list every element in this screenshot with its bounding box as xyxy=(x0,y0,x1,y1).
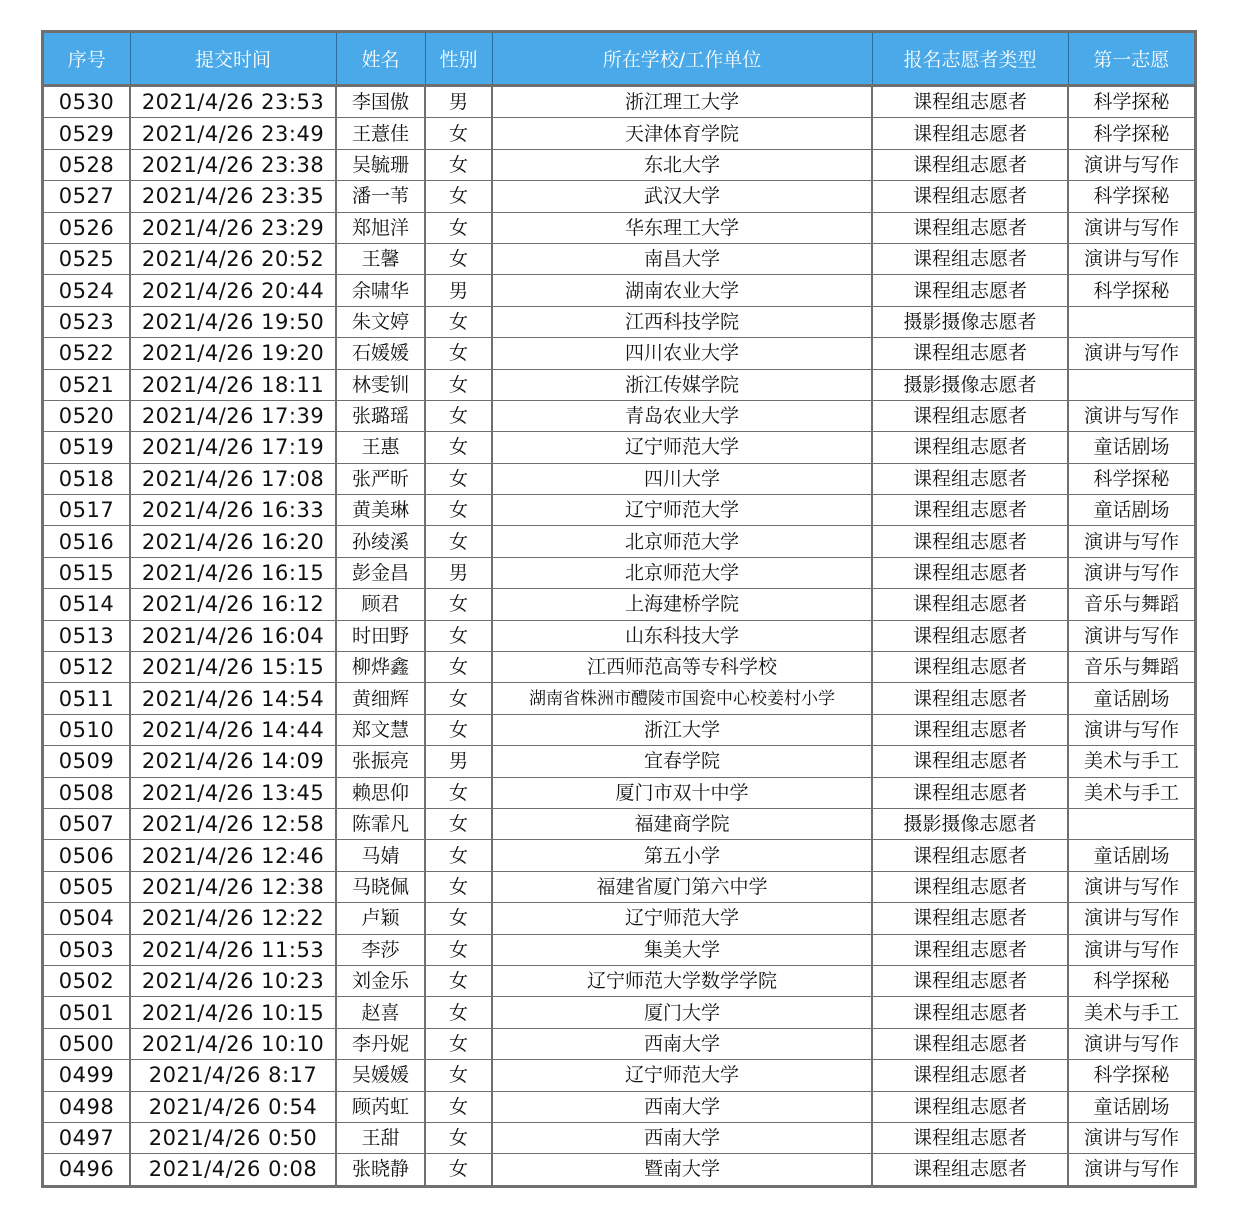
first-choice-cell: 演讲与写作 xyxy=(1068,557,1194,588)
serial-cell: 0523 xyxy=(44,306,130,337)
gender-cell: 女 xyxy=(425,997,492,1028)
submit-time-cell: 2021/4/26 19:50 xyxy=(130,306,336,337)
name-cell: 林雯钏 xyxy=(336,369,425,400)
school-cell: 第五小学 xyxy=(492,840,872,871)
name-cell: 马晓佩 xyxy=(336,871,425,902)
first-choice-cell: 演讲与写作 xyxy=(1068,903,1194,934)
school-cell: 四川大学 xyxy=(492,463,872,494)
first-choice-cell: 科学探秘 xyxy=(1068,463,1194,494)
serial-cell: 0510 xyxy=(44,714,130,745)
school-cell: 西南大学 xyxy=(492,1028,872,1059)
serial-cell: 0525 xyxy=(44,243,130,274)
name-cell: 赖思仰 xyxy=(336,777,425,808)
table-row xyxy=(44,400,1194,431)
name-cell: 刘金乐 xyxy=(336,965,425,996)
school-cell: 天津体育学院 xyxy=(492,118,872,149)
volunteer-type-cell: 课程组志愿者 xyxy=(872,495,1068,526)
submit-time-cell: 2021/4/26 20:44 xyxy=(130,275,336,306)
school-cell: 江西科技学院 xyxy=(492,306,872,337)
first-choice-cell: 演讲与写作 xyxy=(1068,620,1194,651)
serial-cell: 0516 xyxy=(44,526,130,557)
table-row xyxy=(44,714,1194,745)
school-cell: 南昌大学 xyxy=(492,243,872,274)
gender-cell: 女 xyxy=(425,620,492,651)
submit-time-cell: 2021/4/26 13:45 xyxy=(130,777,336,808)
volunteer-type-cell: 课程组志愿者 xyxy=(872,871,1068,902)
submit-time-cell: 2021/4/26 20:52 xyxy=(130,243,336,274)
submit-time-cell: 2021/4/26 23:29 xyxy=(130,212,336,243)
serial-cell: 0517 xyxy=(44,495,130,526)
gender-cell: 女 xyxy=(425,338,492,369)
name-cell: 吴媛媛 xyxy=(336,1060,425,1091)
header-first-choice: 第一志愿 xyxy=(1068,33,1194,86)
school-cell: 湖南农业大学 xyxy=(492,275,872,306)
serial-cell: 0522 xyxy=(44,338,130,369)
table-row xyxy=(44,338,1194,369)
serial-cell: 0515 xyxy=(44,557,130,588)
table-row xyxy=(44,1122,1194,1153)
serial-cell: 0504 xyxy=(44,903,130,934)
submit-time-cell: 2021/4/26 10:10 xyxy=(130,1028,336,1059)
submit-time-cell: 2021/4/26 14:54 xyxy=(130,683,336,714)
serial-cell: 0526 xyxy=(44,212,130,243)
table-row xyxy=(44,432,1194,463)
submit-time-cell: 2021/4/26 17:39 xyxy=(130,400,336,431)
gender-cell: 女 xyxy=(425,1154,492,1185)
header-submit-time: 提交时间 xyxy=(130,33,336,86)
volunteer-type-cell: 课程组志愿者 xyxy=(872,934,1068,965)
submit-time-cell: 2021/4/26 23:35 xyxy=(130,181,336,212)
serial-cell: 0520 xyxy=(44,400,130,431)
volunteer-type-cell: 课程组志愿者 xyxy=(872,243,1068,274)
gender-cell: 女 xyxy=(425,871,492,902)
submit-time-cell: 2021/4/26 16:33 xyxy=(130,495,336,526)
school-cell: 西南大学 xyxy=(492,1091,872,1122)
table-row xyxy=(44,965,1194,996)
name-cell: 王惠 xyxy=(336,432,425,463)
gender-cell: 女 xyxy=(425,965,492,996)
gender-cell: 男 xyxy=(425,275,492,306)
serial-cell: 0501 xyxy=(44,997,130,1028)
school-cell: 北京师范大学 xyxy=(492,557,872,588)
school-cell: 辽宁师范大学 xyxy=(492,495,872,526)
submit-time-cell: 2021/4/26 17:08 xyxy=(130,463,336,494)
name-cell: 彭金昌 xyxy=(336,557,425,588)
gender-cell: 女 xyxy=(425,683,492,714)
school-cell: 东北大学 xyxy=(492,149,872,180)
first-choice-cell: 演讲与写作 xyxy=(1068,526,1194,557)
first-choice-cell: 演讲与写作 xyxy=(1068,934,1194,965)
submit-time-cell: 2021/4/26 16:04 xyxy=(130,620,336,651)
table-row xyxy=(44,683,1194,714)
name-cell: 石媛媛 xyxy=(336,338,425,369)
submit-time-cell: 2021/4/26 16:12 xyxy=(130,589,336,620)
submit-time-cell: 2021/4/26 23:38 xyxy=(130,149,336,180)
gender-cell: 女 xyxy=(425,589,492,620)
serial-cell: 0528 xyxy=(44,149,130,180)
first-choice-cell: 美术与手工 xyxy=(1068,746,1194,777)
submit-time-cell: 2021/4/26 14:44 xyxy=(130,714,336,745)
header-volunteer-type: 报名志愿者类型 xyxy=(872,33,1068,86)
volunteer-type-cell: 课程组志愿者 xyxy=(872,965,1068,996)
table-row xyxy=(44,746,1194,777)
school-cell: 青岛农业大学 xyxy=(492,400,872,431)
table-row xyxy=(44,589,1194,620)
name-cell: 李国傲 xyxy=(336,86,425,118)
school-cell: 上海建桥学院 xyxy=(492,589,872,620)
table-row xyxy=(44,840,1194,871)
table-row xyxy=(44,149,1194,180)
volunteer-type-cell: 课程组志愿者 xyxy=(872,1028,1068,1059)
gender-cell: 男 xyxy=(425,86,492,118)
gender-cell: 女 xyxy=(425,903,492,934)
first-choice-cell: 科学探秘 xyxy=(1068,181,1194,212)
first-choice-cell: 美术与手工 xyxy=(1068,997,1194,1028)
serial-cell: 0509 xyxy=(44,746,130,777)
first-choice-cell: 童话剧场 xyxy=(1068,432,1194,463)
school-cell: 北京师范大学 xyxy=(492,526,872,557)
school-cell: 山东科技大学 xyxy=(492,620,872,651)
gender-cell: 女 xyxy=(425,212,492,243)
volunteer-type-cell: 课程组志愿者 xyxy=(872,526,1068,557)
first-choice-cell: 演讲与写作 xyxy=(1068,338,1194,369)
school-cell: 厦门市双十中学 xyxy=(492,777,872,808)
name-cell: 张严昕 xyxy=(336,463,425,494)
volunteer-type-cell: 课程组志愿者 xyxy=(872,1122,1068,1153)
first-choice-cell: 演讲与写作 xyxy=(1068,871,1194,902)
serial-cell: 0503 xyxy=(44,934,130,965)
volunteer-registration-table xyxy=(41,30,1197,1188)
table-row xyxy=(44,212,1194,243)
table-row xyxy=(44,1091,1194,1122)
gender-cell: 女 xyxy=(425,1028,492,1059)
first-choice-cell: 音乐与舞蹈 xyxy=(1068,589,1194,620)
submit-time-cell: 2021/4/26 18:11 xyxy=(130,369,336,400)
serial-cell: 0513 xyxy=(44,620,130,651)
name-cell: 张振亮 xyxy=(336,746,425,777)
school-cell: 福建商学院 xyxy=(492,808,872,839)
gender-cell: 女 xyxy=(425,1060,492,1091)
table-row xyxy=(44,557,1194,588)
volunteer-type-cell: 课程组志愿者 xyxy=(872,338,1068,369)
table-row xyxy=(44,808,1194,839)
submit-time-cell: 2021/4/26 0:50 xyxy=(130,1122,336,1153)
volunteer-type-cell: 课程组志愿者 xyxy=(872,903,1068,934)
first-choice-cell: 音乐与舞蹈 xyxy=(1068,652,1194,683)
school-cell: 四川农业大学 xyxy=(492,338,872,369)
name-cell: 黄美琳 xyxy=(336,495,425,526)
header-school: 所在学校/工作单位 xyxy=(492,33,872,86)
first-choice-cell: 美术与手工 xyxy=(1068,777,1194,808)
serial-cell: 0508 xyxy=(44,777,130,808)
first-choice-cell: 童话剧场 xyxy=(1068,495,1194,526)
table-row xyxy=(44,903,1194,934)
school-cell: 厦门大学 xyxy=(492,997,872,1028)
header-name: 姓名 xyxy=(336,33,425,86)
school-cell: 江西师范高等专科学校 xyxy=(492,652,872,683)
school-cell: 辽宁师范大学 xyxy=(492,903,872,934)
school-cell: 福建省厦门第六中学 xyxy=(492,871,872,902)
gender-cell: 女 xyxy=(425,808,492,839)
name-cell: 卢颖 xyxy=(336,903,425,934)
gender-cell: 女 xyxy=(425,840,492,871)
serial-cell: 0507 xyxy=(44,808,130,839)
serial-cell: 0529 xyxy=(44,118,130,149)
name-cell: 王薏佳 xyxy=(336,118,425,149)
gender-cell: 男 xyxy=(425,557,492,588)
first-choice-cell: 演讲与写作 xyxy=(1068,1122,1194,1153)
submit-time-cell: 2021/4/26 12:38 xyxy=(130,871,336,902)
serial-cell: 0506 xyxy=(44,840,130,871)
submit-time-cell: 2021/4/26 23:53 xyxy=(130,86,336,118)
header-gender: 性别 xyxy=(425,33,492,86)
submit-time-cell: 2021/4/26 0:08 xyxy=(130,1154,336,1185)
serial-cell: 0499 xyxy=(44,1060,130,1091)
table-row xyxy=(44,1060,1194,1091)
school-cell: 暨南大学 xyxy=(492,1154,872,1185)
name-cell: 顾芮虹 xyxy=(336,1091,425,1122)
volunteer-type-cell: 课程组志愿者 xyxy=(872,746,1068,777)
table-row xyxy=(44,620,1194,651)
volunteer-type-cell: 摄影摄像志愿者 xyxy=(872,369,1068,400)
table-row xyxy=(44,86,1194,118)
name-cell: 孙绫溪 xyxy=(336,526,425,557)
name-cell: 余啸华 xyxy=(336,275,425,306)
header-row xyxy=(44,33,1194,86)
school-cell: 浙江理工大学 xyxy=(492,86,872,118)
submit-time-cell: 2021/4/26 0:54 xyxy=(130,1091,336,1122)
school-cell: 西南大学 xyxy=(492,1122,872,1153)
gender-cell: 女 xyxy=(425,369,492,400)
serial-cell: 0496 xyxy=(44,1154,130,1185)
submit-time-cell: 2021/4/26 12:46 xyxy=(130,840,336,871)
name-cell: 郑旭洋 xyxy=(336,212,425,243)
serial-cell: 0497 xyxy=(44,1122,130,1153)
school-cell: 辽宁师范大学 xyxy=(492,1060,872,1091)
school-cell: 集美大学 xyxy=(492,934,872,965)
submit-time-cell: 2021/4/26 12:22 xyxy=(130,903,336,934)
first-choice-cell: 演讲与写作 xyxy=(1083,1158,1179,1181)
name-cell: 朱文婷 xyxy=(336,306,425,337)
serial-cell: 0519 xyxy=(44,432,130,463)
serial-cell: 0498 xyxy=(44,1091,130,1122)
first-choice-cell: 童话剧场 xyxy=(1068,1091,1194,1122)
serial-cell: 0514 xyxy=(44,589,130,620)
gender-cell: 女 xyxy=(425,243,492,274)
submit-time-cell: 2021/4/26 10:15 xyxy=(130,997,336,1028)
name-cell: 郑文慧 xyxy=(336,714,425,745)
volunteer-type-cell: 课程组志愿者 xyxy=(872,400,1068,431)
first-choice-cell xyxy=(1068,808,1194,839)
volunteer-type-cell: 课程组志愿者 xyxy=(872,620,1068,651)
gender-cell: 女 xyxy=(425,714,492,745)
gender-cell: 女 xyxy=(425,118,492,149)
serial-cell: 0500 xyxy=(44,1028,130,1059)
volunteer-type-cell: 课程组志愿者 xyxy=(872,212,1068,243)
first-choice-cell xyxy=(1068,306,1194,337)
volunteer-type-cell: 课程组志愿者 xyxy=(872,777,1068,808)
first-choice-cell: 童话剧场 xyxy=(1068,683,1194,714)
first-choice-cell: 演讲与写作 xyxy=(1068,400,1194,431)
table-row xyxy=(44,652,1194,683)
gender-cell: 女 xyxy=(425,777,492,808)
serial-cell: 0511 xyxy=(44,683,130,714)
submit-time-cell: 2021/4/26 16:20 xyxy=(130,526,336,557)
gender-cell: 女 xyxy=(425,526,492,557)
volunteer-type-cell: 课程组志愿者 xyxy=(872,1091,1068,1122)
first-choice-cell: 童话剧场 xyxy=(1068,840,1194,871)
table-row xyxy=(44,118,1194,149)
first-choice-cell xyxy=(1068,369,1194,400)
volunteer-type-cell: 课程组志愿者 xyxy=(872,714,1068,745)
gender-cell: 男 xyxy=(425,746,492,777)
serial-cell: 0518 xyxy=(44,463,130,494)
gender-cell: 女 xyxy=(425,432,492,463)
school-cell: 辽宁师范大学 xyxy=(492,432,872,463)
name-cell: 李丹妮 xyxy=(336,1028,425,1059)
first-choice-cell: 科学探秘 xyxy=(1068,86,1194,118)
header-serial: 序号 xyxy=(44,33,130,86)
school-cell: 浙江传媒学院 xyxy=(492,369,872,400)
table-row xyxy=(44,526,1194,557)
name-cell: 柳烨鑫 xyxy=(336,652,425,683)
volunteer-type-cell: 课程组志愿者 xyxy=(872,652,1068,683)
name-cell: 李莎 xyxy=(336,934,425,965)
name-cell: 陈霏凡 xyxy=(336,808,425,839)
school-cell: 武汉大学 xyxy=(492,181,872,212)
gender-cell: 女 xyxy=(425,495,492,526)
submit-time-cell: 2021/4/26 10:23 xyxy=(130,965,336,996)
table-row xyxy=(44,997,1194,1028)
volunteer-type-cell: 课程组志愿者 xyxy=(872,149,1068,180)
volunteer-type-cell: 课程组志愿者 xyxy=(872,840,1068,871)
table-row xyxy=(44,1028,1194,1059)
volunteer-type-cell: 课程组志愿者 xyxy=(872,181,1068,212)
school-cell: 辽宁师范大学数学学院 xyxy=(492,965,872,996)
submit-time-cell: 2021/4/26 17:19 xyxy=(130,432,336,463)
name-cell: 王甜 xyxy=(336,1122,425,1153)
gender-cell: 女 xyxy=(425,149,492,180)
first-choice-cell: 科学探秘 xyxy=(1068,965,1194,996)
gender-cell: 女 xyxy=(425,306,492,337)
first-choice-cell: 科学探秘 xyxy=(1068,1060,1194,1091)
data-table xyxy=(44,33,1194,1185)
gender-cell: 女 xyxy=(425,934,492,965)
name-cell: 张晓静 xyxy=(336,1154,425,1185)
table-body xyxy=(44,86,1194,1185)
table-row xyxy=(44,243,1194,274)
first-choice-cell: 演讲与写作 xyxy=(1068,714,1194,745)
submit-time-cell: 2021/4/26 14:09 xyxy=(130,746,336,777)
submit-time-cell: 2021/4/26 23:49 xyxy=(130,118,336,149)
serial-cell: 0521 xyxy=(44,369,130,400)
gender-cell: 女 xyxy=(425,463,492,494)
gender-cell: 女 xyxy=(425,400,492,431)
volunteer-type-cell: 课程组志愿者 xyxy=(872,1060,1068,1091)
table-header xyxy=(44,33,1194,86)
table-row xyxy=(44,777,1194,808)
volunteer-type-cell: 课程组志愿者 xyxy=(872,557,1068,588)
volunteer-type-cell: 课程组志愿者 xyxy=(872,432,1068,463)
name-cell: 马婧 xyxy=(336,840,425,871)
table-row xyxy=(44,1154,1194,1185)
gender-cell: 女 xyxy=(425,652,492,683)
table-row xyxy=(44,495,1194,526)
volunteer-type-cell: 课程组志愿者 xyxy=(872,997,1068,1028)
gender-cell: 女 xyxy=(425,181,492,212)
name-cell: 张璐瑶 xyxy=(336,400,425,431)
volunteer-type-cell: 摄影摄像志愿者 xyxy=(872,306,1068,337)
name-cell: 潘一苇 xyxy=(336,181,425,212)
gender-cell: 女 xyxy=(425,1091,492,1122)
first-choice-cell: 科学探秘 xyxy=(1068,275,1194,306)
first-choice-cell: 演讲与写作 xyxy=(1068,243,1194,274)
school-cell: 浙江大学 xyxy=(492,714,872,745)
name-cell: 黄细辉 xyxy=(336,683,425,714)
submit-time-cell: 2021/4/26 8:17 xyxy=(130,1060,336,1091)
first-choice-cell: 科学探秘 xyxy=(1068,118,1194,149)
serial-cell: 0527 xyxy=(44,181,130,212)
name-cell: 赵喜 xyxy=(336,997,425,1028)
name-cell: 王馨 xyxy=(336,243,425,274)
volunteer-type-cell: 摄影摄像志愿者 xyxy=(872,808,1068,839)
table-row xyxy=(44,934,1194,965)
volunteer-type-cell: 课程组志愿者 xyxy=(872,86,1068,118)
first-choice-cell: 演讲与写作 xyxy=(1068,149,1194,180)
table-row xyxy=(44,369,1194,400)
submit-time-cell: 2021/4/26 12:58 xyxy=(130,808,336,839)
school-cell: 宜春学院 xyxy=(492,746,872,777)
submit-time-cell: 2021/4/26 15:15 xyxy=(130,652,336,683)
name-cell: 时田野 xyxy=(336,620,425,651)
volunteer-type-cell: 课程组志愿者 xyxy=(872,463,1068,494)
serial-cell: 0505 xyxy=(44,871,130,902)
name-cell: 顾君 xyxy=(336,589,425,620)
serial-cell: 0524 xyxy=(44,275,130,306)
volunteer-type-cell: 课程组志愿者 xyxy=(872,683,1068,714)
submit-time-cell: 2021/4/26 19:20 xyxy=(130,338,336,369)
volunteer-type-cell: 课程组志愿者 xyxy=(872,275,1068,306)
table-row xyxy=(44,871,1194,902)
serial-cell: 0530 xyxy=(44,86,130,118)
serial-cell: 0512 xyxy=(44,652,130,683)
gender-cell: 女 xyxy=(425,1122,492,1153)
name-cell: 吴毓珊 xyxy=(336,149,425,180)
first-choice-cell: 演讲与写作 xyxy=(1068,1028,1194,1059)
table-row xyxy=(44,463,1194,494)
first-choice-cell: 演讲与写作 xyxy=(1068,212,1194,243)
table-row xyxy=(44,181,1194,212)
volunteer-type-cell: 课程组志愿者 xyxy=(872,589,1068,620)
submit-time-cell: 2021/4/26 11:53 xyxy=(130,934,336,965)
table-row xyxy=(44,275,1194,306)
submit-time-cell: 2021/4/26 16:15 xyxy=(130,557,336,588)
school-cell: 华东理工大学 xyxy=(492,212,872,243)
school-cell: 湖南省株洲市醴陵市国瓷中心校姜村小学 xyxy=(492,683,872,714)
table-row xyxy=(44,306,1194,337)
serial-cell: 0502 xyxy=(44,965,130,996)
volunteer-type-cell: 课程组志愿者 xyxy=(872,1154,1068,1185)
volunteer-type-cell: 课程组志愿者 xyxy=(872,118,1068,149)
